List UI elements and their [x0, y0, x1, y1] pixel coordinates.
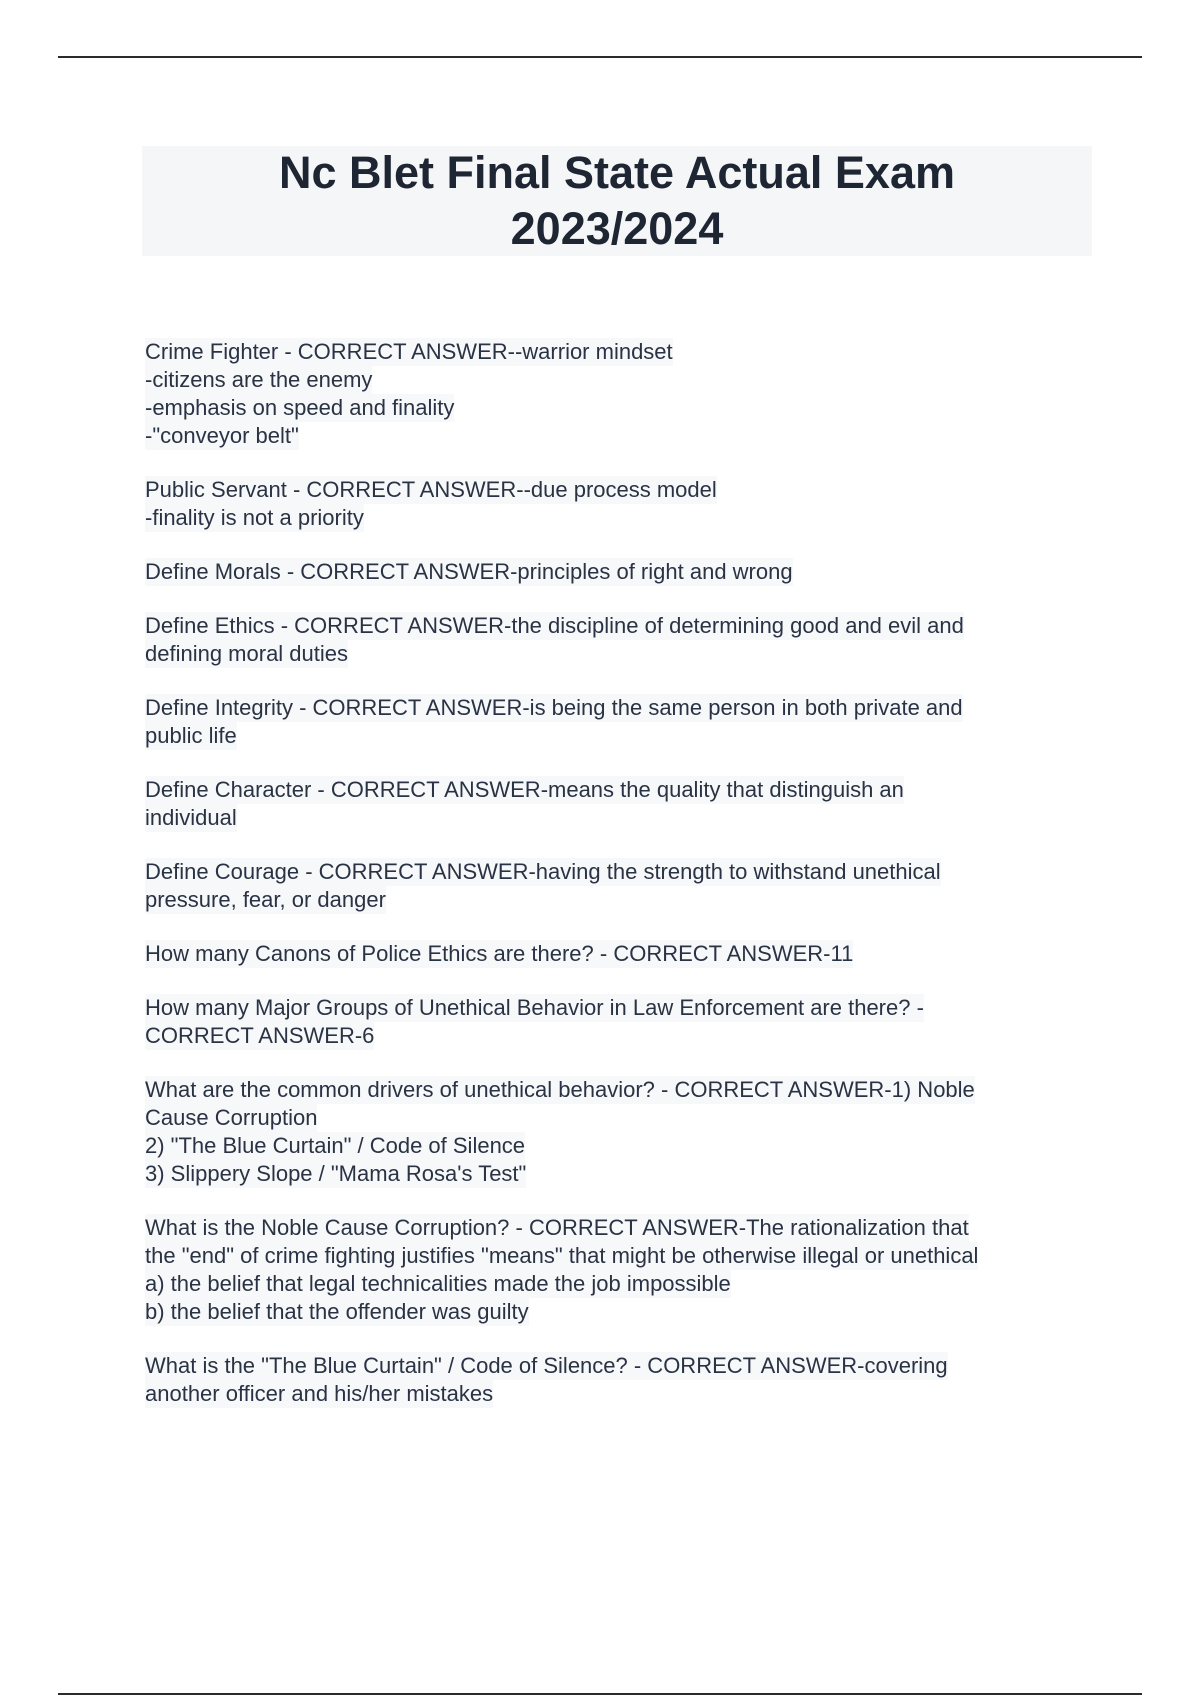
- question-answer-list: [145, 338, 1065, 1434]
- qa-item: [145, 776, 1065, 832]
- qa-question-line: What are the common drivers of unethical behavior? - CORRECT ANSWER-1) Noble: [145, 1077, 975, 1102]
- qa-answer-line: another officer and his/her mistakes: [145, 1381, 494, 1406]
- qa-answer-line: defining moral duties: [145, 641, 349, 666]
- qa-item: [145, 994, 1065, 1050]
- qa-question-line: Define Courage - CORRECT ANSWER-having the strength to withstand unethical: [145, 859, 941, 884]
- qa-item: [145, 558, 1065, 586]
- top-rule: [58, 56, 1142, 58]
- qa-item: [145, 476, 1065, 532]
- qa-answer-line: CORRECT ANSWER-6: [145, 1023, 375, 1048]
- qa-question-line: Define Morals - CORRECT ANSWER-principles of right and wrong: [145, 559, 793, 584]
- bottom-rule: [58, 1693, 1142, 1695]
- qa-answer-line: -emphasis on speed and finality: [145, 395, 455, 420]
- qa-item: [145, 1214, 1065, 1326]
- qa-answer-line: 3) Slippery Slope / "Mama Rosa's Test": [145, 1161, 527, 1186]
- qa-question-line: How many Major Groups of Unethical Behavior in Law Enforcement are there? -: [145, 995, 924, 1020]
- qa-item: [145, 612, 1065, 668]
- qa-question-line: Define Integrity - CORRECT ANSWER-is being the same person in both private and: [145, 695, 963, 720]
- qa-answer-line: public life: [145, 723, 237, 748]
- qa-answer-line: Cause Corruption: [145, 1105, 318, 1130]
- document-title-line-2: 2023/2024: [510, 203, 724, 254]
- qa-answer-line: pressure, fear, or danger: [145, 887, 386, 912]
- qa-question-line: How many Canons of Police Ethics are there? - CORRECT ANSWER-11: [145, 941, 854, 966]
- qa-answer-line: -citizens are the enemy: [145, 367, 373, 392]
- qa-answer-line: -finality is not a priority: [145, 505, 364, 530]
- qa-question-line: What is the Noble Cause Corruption? - CORRECT ANSWER-The rationalization that: [145, 1215, 969, 1240]
- qa-answer-line: -"conveyor belt": [145, 423, 299, 448]
- qa-item: [145, 694, 1065, 750]
- document-title-block: [142, 146, 1092, 256]
- qa-question-line: Public Servant - CORRECT ANSWER--due process model: [145, 477, 717, 502]
- qa-answer-line: individual: [145, 805, 237, 830]
- qa-question-line: Define Character - CORRECT ANSWER-means the quality that distinguish an: [145, 777, 904, 802]
- qa-answer-line: 2) "The Blue Curtain" / Code of Silence: [145, 1133, 526, 1158]
- qa-question-line: Crime Fighter - CORRECT ANSWER--warrior mindset: [145, 339, 673, 364]
- qa-item: [145, 1076, 1065, 1188]
- qa-item: [145, 338, 1065, 450]
- document-title-line-1: Nc Blet Final State Actual Exam: [278, 147, 956, 198]
- qa-item: [145, 1352, 1065, 1408]
- qa-question-line: Define Ethics - CORRECT ANSWER-the discipline of determining good and evil and: [145, 613, 964, 638]
- qa-answer-line: the "end" of crime fighting justifies "means" that might be otherwise illegal or unethical: [145, 1243, 979, 1268]
- qa-answer-line: b) the belief that the offender was guilty: [145, 1299, 529, 1324]
- qa-answer-line: a) the belief that legal technicalities made the job impossible: [145, 1271, 731, 1296]
- qa-question-line: What is the "The Blue Curtain" / Code of Silence? - CORRECT ANSWER-covering: [145, 1353, 948, 1378]
- qa-item: [145, 940, 1065, 968]
- qa-item: [145, 858, 1065, 914]
